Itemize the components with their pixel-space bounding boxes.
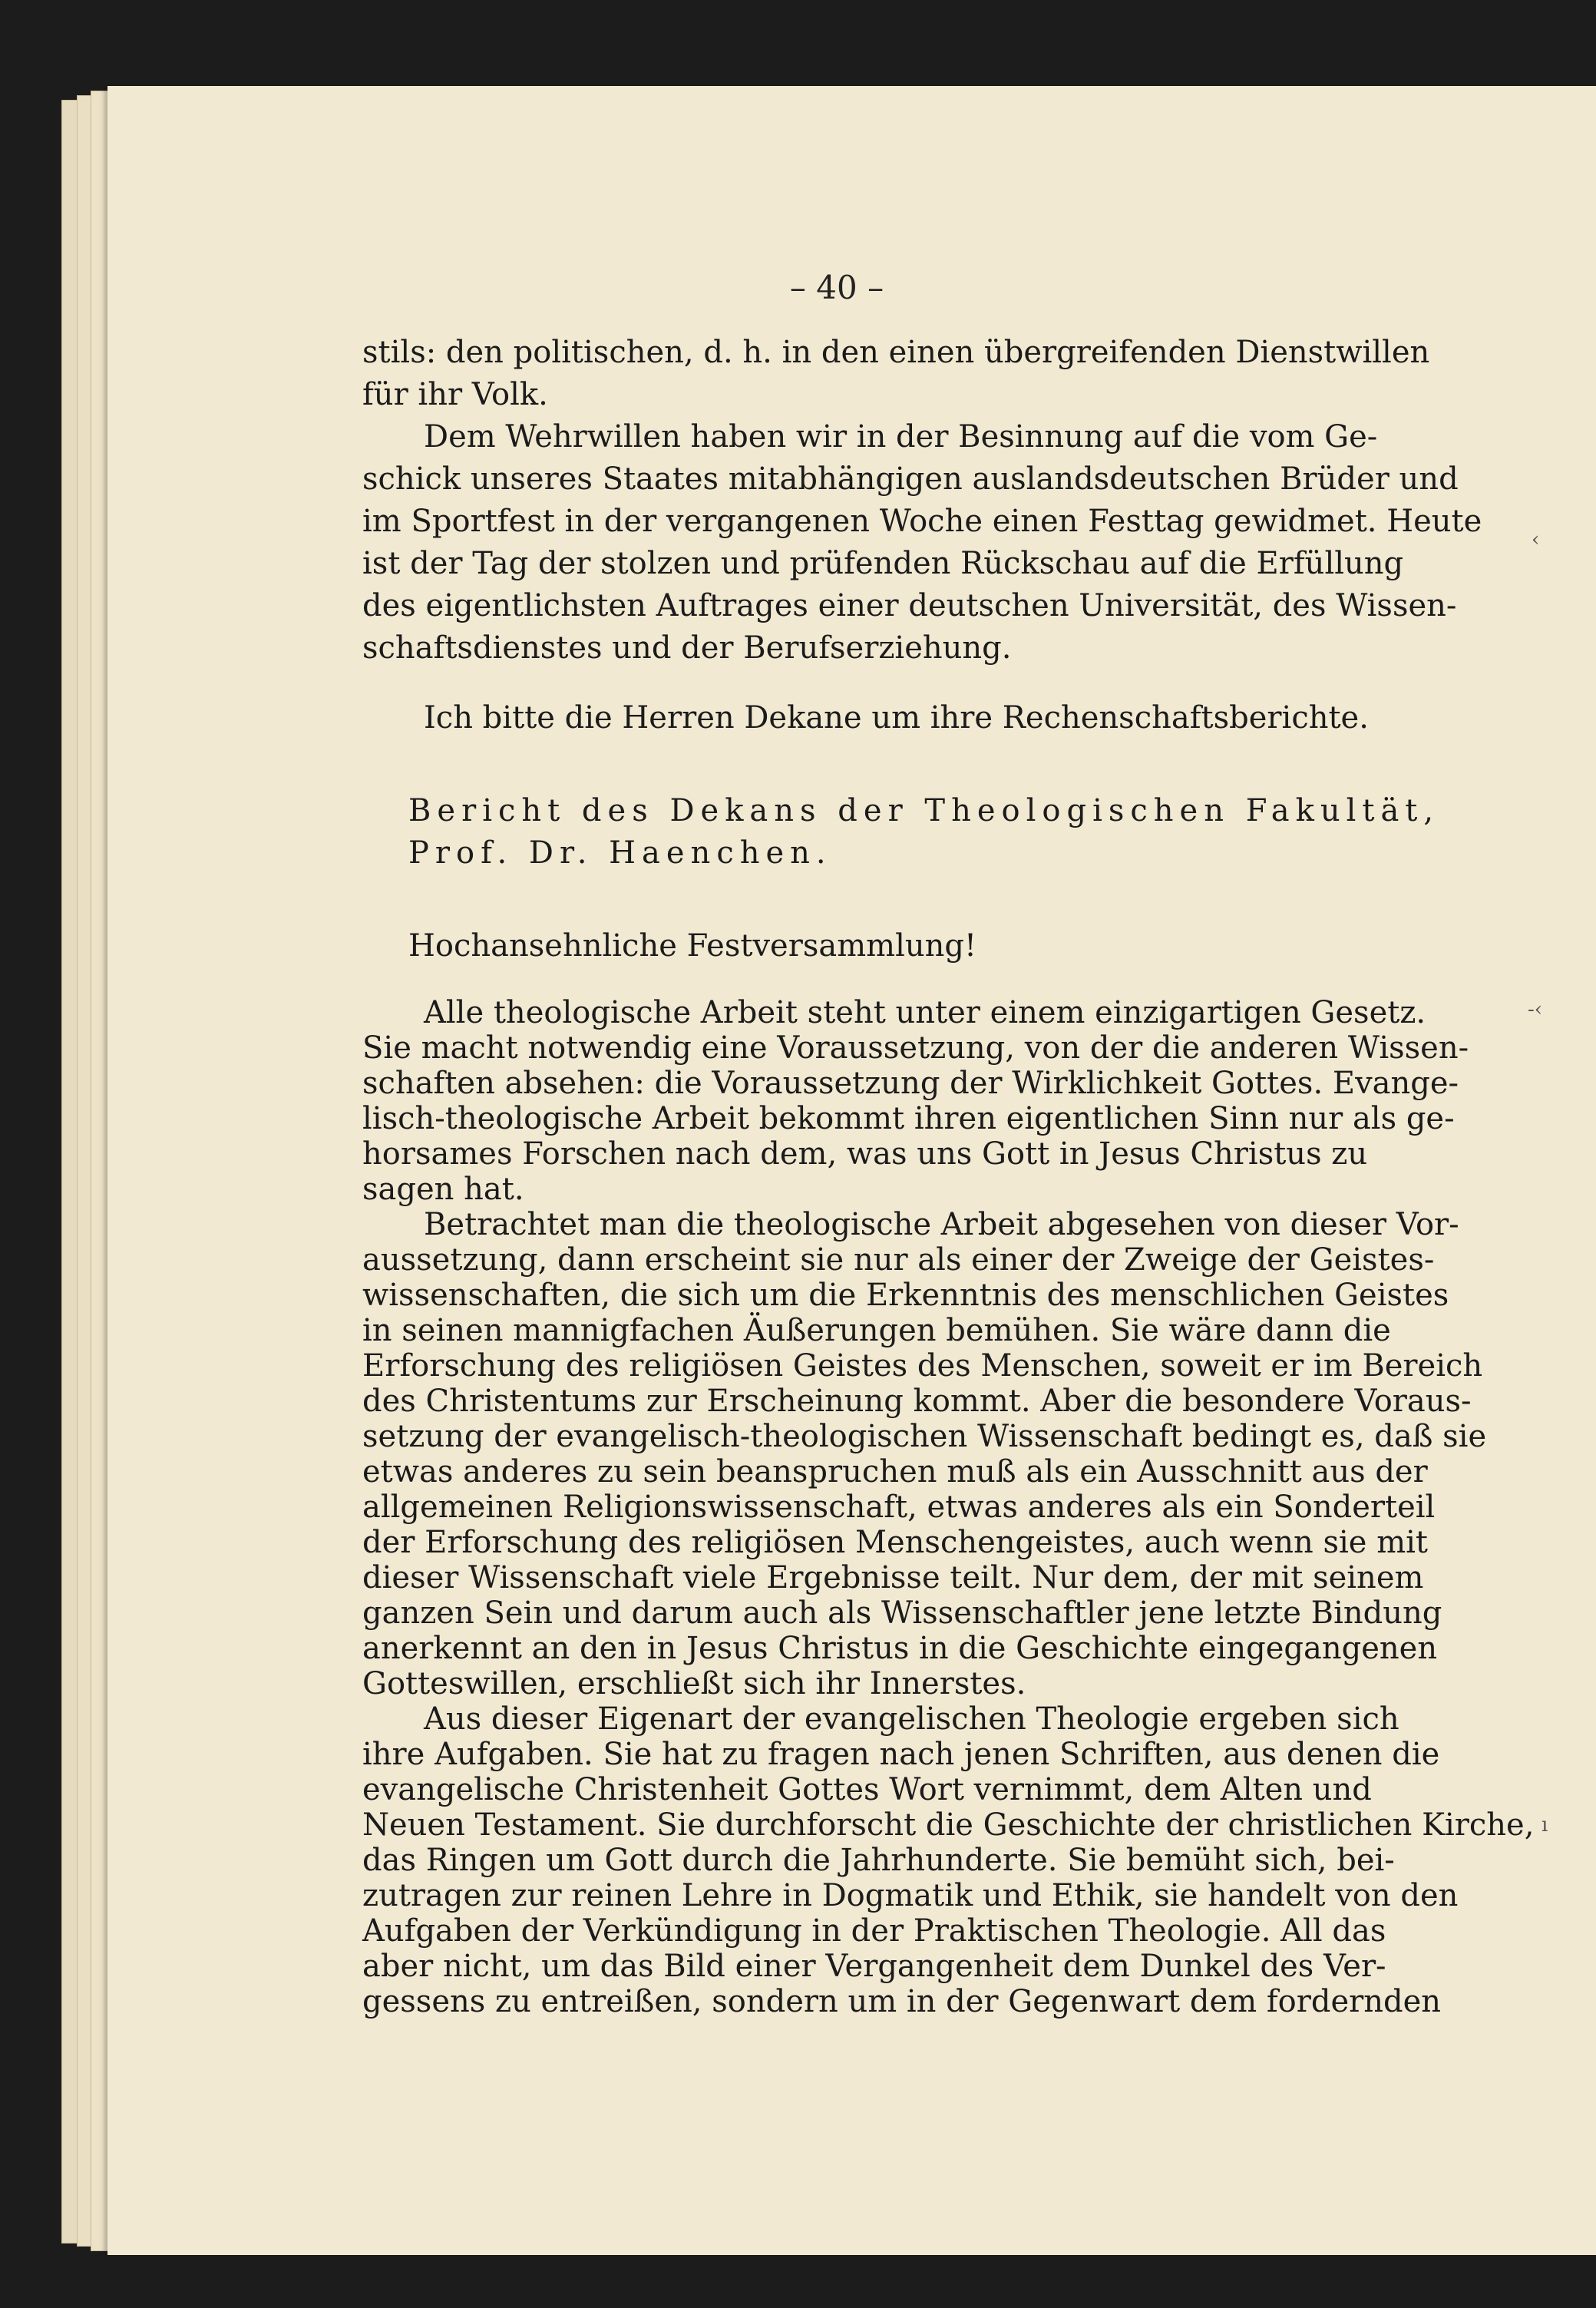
- text-line: Neuen Testament. Sie durchforscht die Geschichte der christlichen Kirche,: [362, 1807, 1535, 1843]
- text-line: schaften absehen: die Voraussetzung der Wirklichkeit Gottes. Evange-: [362, 1066, 1459, 1101]
- page-number: – 40 –: [789, 269, 884, 306]
- report-heading: Prof. Dr. Haenchen.: [408, 835, 832, 871]
- text-line: sagen hat.: [362, 1172, 524, 1207]
- text-line: Aus dieser Eigenart der evangelischen Theologie ergeben sich: [424, 1701, 1399, 1737]
- text-line: schaftsdienstes und der Berufserziehung.: [362, 630, 1012, 666]
- text-line: aber nicht, um das Bild einer Vergangenheit dem Dunkel des Ver-: [362, 1949, 1386, 1984]
- text-line: Dem Wehrwillen haben wir in der Besinnung auf die vom Ge-: [424, 419, 1378, 455]
- text-line: schick unseres Staates mitabhängigen auslandsdeutschen Brüder und: [362, 461, 1459, 497]
- text-line: dieser Wissenschaft viele Ergebnisse teilt. Nur dem, der mit seinem: [362, 1560, 1424, 1595]
- text-line: etwas anderes zu sein beanspruchen muß als ein Ausschnitt aus der: [362, 1454, 1428, 1490]
- text-line: lisch-theologische Arbeit bekommt ihren eigentlichen Sinn nur als ge-: [362, 1101, 1455, 1136]
- text-line: zutragen zur reinen Lehre in Dogmatik und Ethik, sie handelt von den: [362, 1878, 1459, 1913]
- salutation: Hochansehnliche Festversammlung!: [408, 928, 977, 964]
- report-heading: Bericht des Dekans der Theologischen Fakultät,: [408, 793, 1440, 828]
- text-line: stils: den politischen, d. h. in den einen übergreifenden Dienstwillen: [362, 335, 1430, 370]
- text-line: im Sportfest in der vergangenen Woche einen Festtag gewidmet. Heute: [362, 504, 1482, 539]
- text-line: der Erforschung des religiösen Menschengeistes, auch wenn sie mit: [362, 1525, 1428, 1560]
- text-line: das Ringen um Gott durch die Jahrhunderte. Sie bemüht sich, bei-: [362, 1843, 1395, 1878]
- text-line: ganzen Sein und darum auch als Wissenschaftler jene letzte Bindung: [362, 1595, 1442, 1631]
- text-line: aussetzung, dann erscheint sie nur als einer der Zweige der Geistes-: [362, 1242, 1435, 1278]
- text-line: wissenschaften, die sich um die Erkenntnis des menschlichen Geistes: [362, 1278, 1449, 1313]
- margin-mark: -‹: [1528, 998, 1543, 1021]
- text-line: horsames Forschen nach dem, was uns Gott in Jesus Christus zu: [362, 1136, 1368, 1172]
- margin-mark: ‹: [1532, 528, 1540, 551]
- text-line: allgemeinen Religionswissenschaft, etwas anderes als ein Sonderteil: [362, 1490, 1436, 1525]
- text-line: setzung der evangelisch-theologischen Wissenschaft bedingt es, daß sie: [362, 1419, 1487, 1454]
- text-line: des eigentlichsten Auftrages einer deutschen Universität, des Wissen-: [362, 588, 1457, 623]
- text-line: anerkennt an den in Jesus Christus in die Geschichte eingegangenen: [362, 1631, 1438, 1666]
- text-line: Alle theologische Arbeit steht unter einem einzigartigen Gesetz.: [424, 995, 1426, 1030]
- text-line: Erforschung des religiösen Geistes des Menschen, soweit er im Bereich: [362, 1348, 1483, 1384]
- text-line: für ihr Volk.: [362, 377, 548, 412]
- text-line: Sie macht notwendig eine Voraussetzung, von der die anderen Wissen-: [362, 1030, 1469, 1066]
- text-line: evangelische Christenheit Gottes Wort vernimmt, dem Alten und: [362, 1772, 1372, 1807]
- text-line: Ich bitte die Herren Dekane um ihre Rechenschaftsberichte.: [424, 700, 1369, 736]
- text-line: Aufgaben der Verkündigung in der Praktischen Theologie. All das: [362, 1913, 1386, 1949]
- text-line: des Christentums zur Erscheinung kommt. Aber die besondere Voraus-: [362, 1384, 1472, 1419]
- margin-mark: ı: [1541, 1814, 1548, 1837]
- text-line: in seinen mannigfachen Äußerungen bemühen. Sie wäre dann die: [362, 1313, 1391, 1348]
- text-line: Gotteswillen, erschließt sich ihr Innerstes.: [362, 1666, 1026, 1701]
- text-line: ihre Aufgaben. Sie hat zu fragen nach jenen Schriften, aus denen die: [362, 1737, 1440, 1772]
- text-line: gessens zu entreißen, sondern um in der Gegenwart dem fordernden: [362, 1984, 1442, 2019]
- text-line: ist der Tag der stolzen und prüfenden Rückschau auf die Erfüllung: [362, 546, 1404, 581]
- text-line: Betrachtet man die theologische Arbeit abgesehen von dieser Vor-: [424, 1207, 1459, 1242]
- page-text: [362, 332, 1535, 2019]
